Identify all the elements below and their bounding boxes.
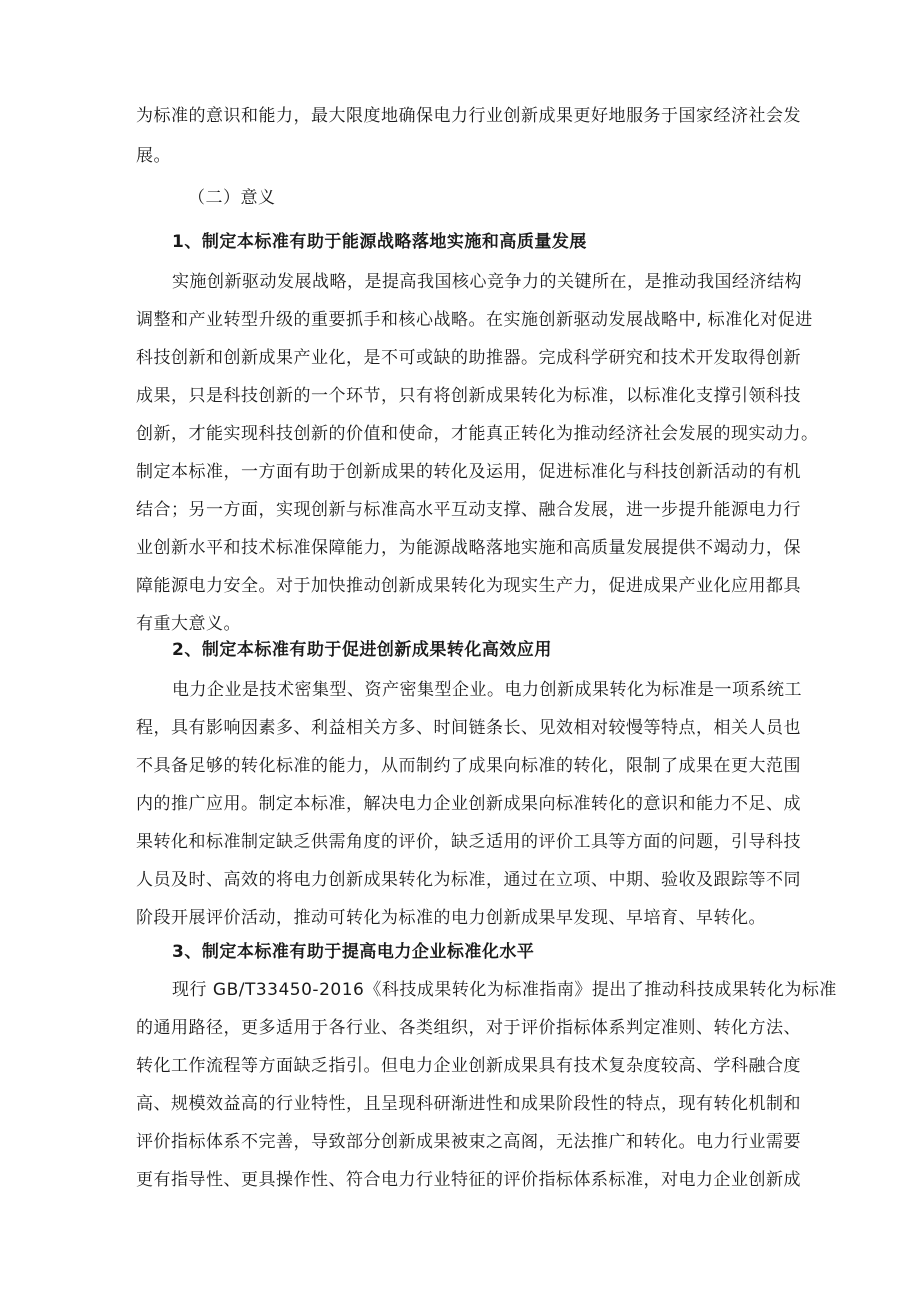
- item-2-line-7: 阶段开展评价活动，推动可转化为标准的电力创新成果早发现、早培育、早转化。: [136, 908, 766, 928]
- item-1-heading: 1、制定本标准有助于能源战略落地实施和高质量发展: [172, 232, 587, 252]
- item-2-line-1: 电力企业是技术密集型、资产密集型企业。电力创新成果转化为标准是一项系统工: [172, 680, 802, 700]
- item-3-line-3: 转化工作流程等方面缺乏指引。但电力企业创新成果具有技术复杂度较高、学科融合度: [136, 1056, 801, 1076]
- item-2-line-5: 果转化和标准制定缺乏供需角度的评价，缺乏适用的评价工具等方面的问题，引导科技: [136, 832, 801, 852]
- item-1-line-4: 成果，只是科技创新的一个环节，只有将创新成果转化为标准，以标准化支撑引领科技: [136, 386, 801, 406]
- item-1-line-6: 制定本标准，一方面有助于创新成果的转化及运用，促进标准化与科技创新活动的有机: [136, 462, 801, 482]
- item-2-line-3: 不具备足够的转化标准的能力，从而制约了成果向标准的转化，限制了成果在更大范围: [136, 756, 801, 776]
- item-3-heading: 3、制定本标准有助于提高电力企业标准化水平: [172, 942, 535, 962]
- item-3-line-2: 的通用路径，更多适用于各行业、各类组织，对于评价指标体系判定准则、转化方法、: [136, 1018, 801, 1038]
- item-2-line-6: 人员及时、高效的将电力创新成果转化为标准，通过在立项、中期、验收及跟踪等不同: [136, 870, 801, 890]
- item-3-line-1: 现行 GB/T33450-2016《科技成果转化为标准指南》提出了推动科技成果转化为标准: [172, 980, 837, 1000]
- item-1-line-10: 有重大意义。: [136, 614, 241, 634]
- item-3-line-4: 高、规模效益高的行业特性，且呈现科研渐进性和成果阶段性的特点，现有转化机制和: [136, 1094, 801, 1114]
- intro-line-1: 为标准的意识和能力，最大限度地确保电力行业创新成果更好地服务于国家经济社会发: [136, 106, 801, 126]
- item-1-line-8: 业创新水平和技术标准保障能力，为能源战略落地实施和高质量发展提供不竭动力，保: [136, 538, 801, 558]
- item-3-line-5: 评价指标体系不完善，导致部分创新成果被束之高阁，无法推广和转化。电力行业需要: [136, 1132, 801, 1152]
- item-1-line-2: 调整和产业转型升级的重要抓手和核心战略。在实施创新驱动发展战略中, 标准化对促进: [136, 310, 813, 330]
- item-1-line-3: 科技创新和创新成果产业化，是不可或缺的助推器。完成科学研究和技术开发取得创新: [136, 348, 801, 368]
- item-1-line-7: 结合；另一方面，实现创新与标准高水平互动支撑、融合发展，进一步提升能源电力行: [136, 500, 801, 520]
- item-1-line-9: 障能源电力安全。对于加快推动创新成果转化为现实生产力，促进成果产业化应用都具: [136, 576, 801, 596]
- item-1-line-1: 实施创新驱动发展战略，是提高我国核心竞争力的关键所在，是推动我国经济结构: [172, 272, 802, 292]
- item-3-line-6: 更有指导性、更具操作性、符合电力行业特征的评价指标体系标准，对电力企业创新成: [136, 1170, 801, 1190]
- item-2-line-2: 程，具有影响因素多、利益相关方多、时间链条长、见效相对较慢等特点，相关人员也: [136, 718, 801, 738]
- item-1-line-5: 创新，才能实现科技创新的价值和使命，才能真正转化为推动经济社会发展的现实动力。: [136, 424, 819, 444]
- section-title: （二）意义: [188, 188, 276, 208]
- intro-line-2: 展。: [136, 146, 171, 166]
- item-2-heading: 2、制定本标准有助于促进创新成果转化高效应用: [172, 640, 552, 660]
- item-2-line-4: 内的推广应用。制定本标准，解决电力企业创新成果向标准转化的意识和能力不足、成: [136, 794, 801, 814]
